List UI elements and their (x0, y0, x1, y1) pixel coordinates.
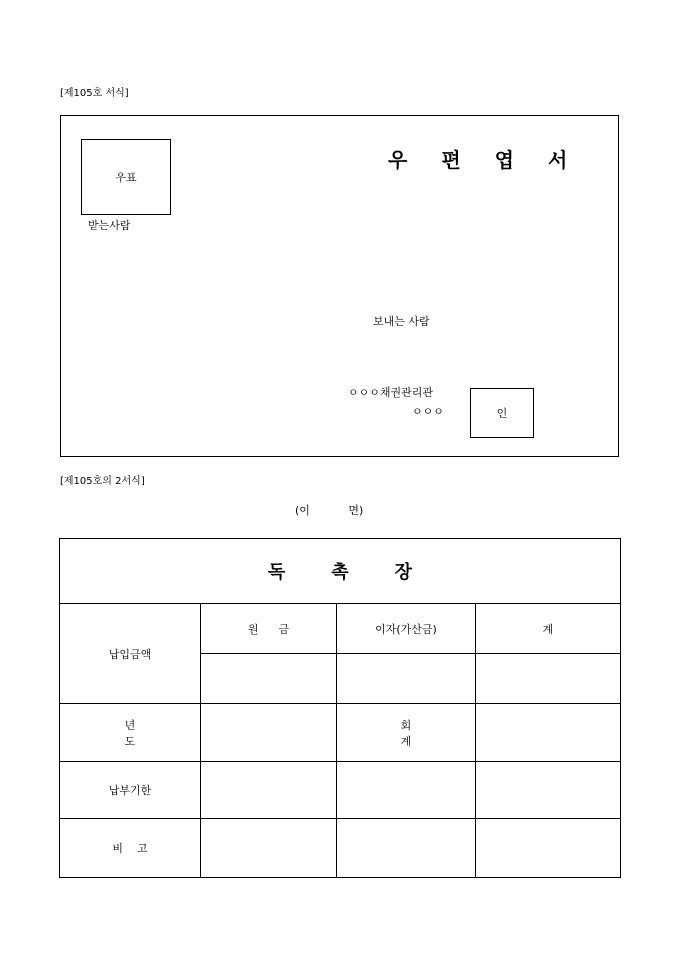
back-side-label: (이 면) (295, 504, 364, 517)
principal-value (201, 654, 337, 704)
account-value (476, 704, 621, 762)
year-label: 년도 (60, 704, 201, 762)
dunning-notice-title: 독촉장 (60, 539, 621, 604)
officer-title: ㅇㅇㅇ채권관리관 (348, 386, 434, 399)
interest-value (337, 654, 476, 704)
seal-label: 인 (496, 407, 508, 420)
principal-header: 원금 (201, 604, 337, 654)
remarks-value (201, 819, 337, 878)
total-header: 계 (476, 604, 621, 654)
due-date-extra-1 (337, 762, 476, 819)
seal-box (470, 388, 534, 438)
year-value (201, 704, 337, 762)
remarks-extra-1 (337, 819, 476, 878)
remarks-extra-2 (476, 819, 621, 878)
stamp-box (81, 139, 171, 215)
receiver-label: 받는사람 (88, 219, 131, 232)
due-date-extra-2 (476, 762, 621, 819)
account-label: 회계 (337, 704, 476, 762)
interest-header: 이자(가산금) (337, 604, 476, 654)
remarks-label: 비고 (60, 819, 201, 878)
payment-amount-label: 납입금액 (60, 604, 201, 704)
form-label-105-2: [제105호의 2서식] (60, 476, 145, 487)
stamp-label: 우표 (115, 171, 137, 184)
dunning-notice-table (59, 538, 621, 878)
sender-label: 보내는 사람 (373, 315, 430, 328)
postcard-title: 우편엽서 (388, 148, 602, 172)
dunning-notice-table-wrapper (59, 538, 621, 878)
officer-name: ㅇㅇㅇ (412, 405, 444, 418)
form-label-105: [제105호 서식] (60, 88, 129, 99)
total-value (476, 654, 621, 704)
due-date-value (201, 762, 337, 819)
due-date-label: 납부기한 (60, 762, 201, 819)
